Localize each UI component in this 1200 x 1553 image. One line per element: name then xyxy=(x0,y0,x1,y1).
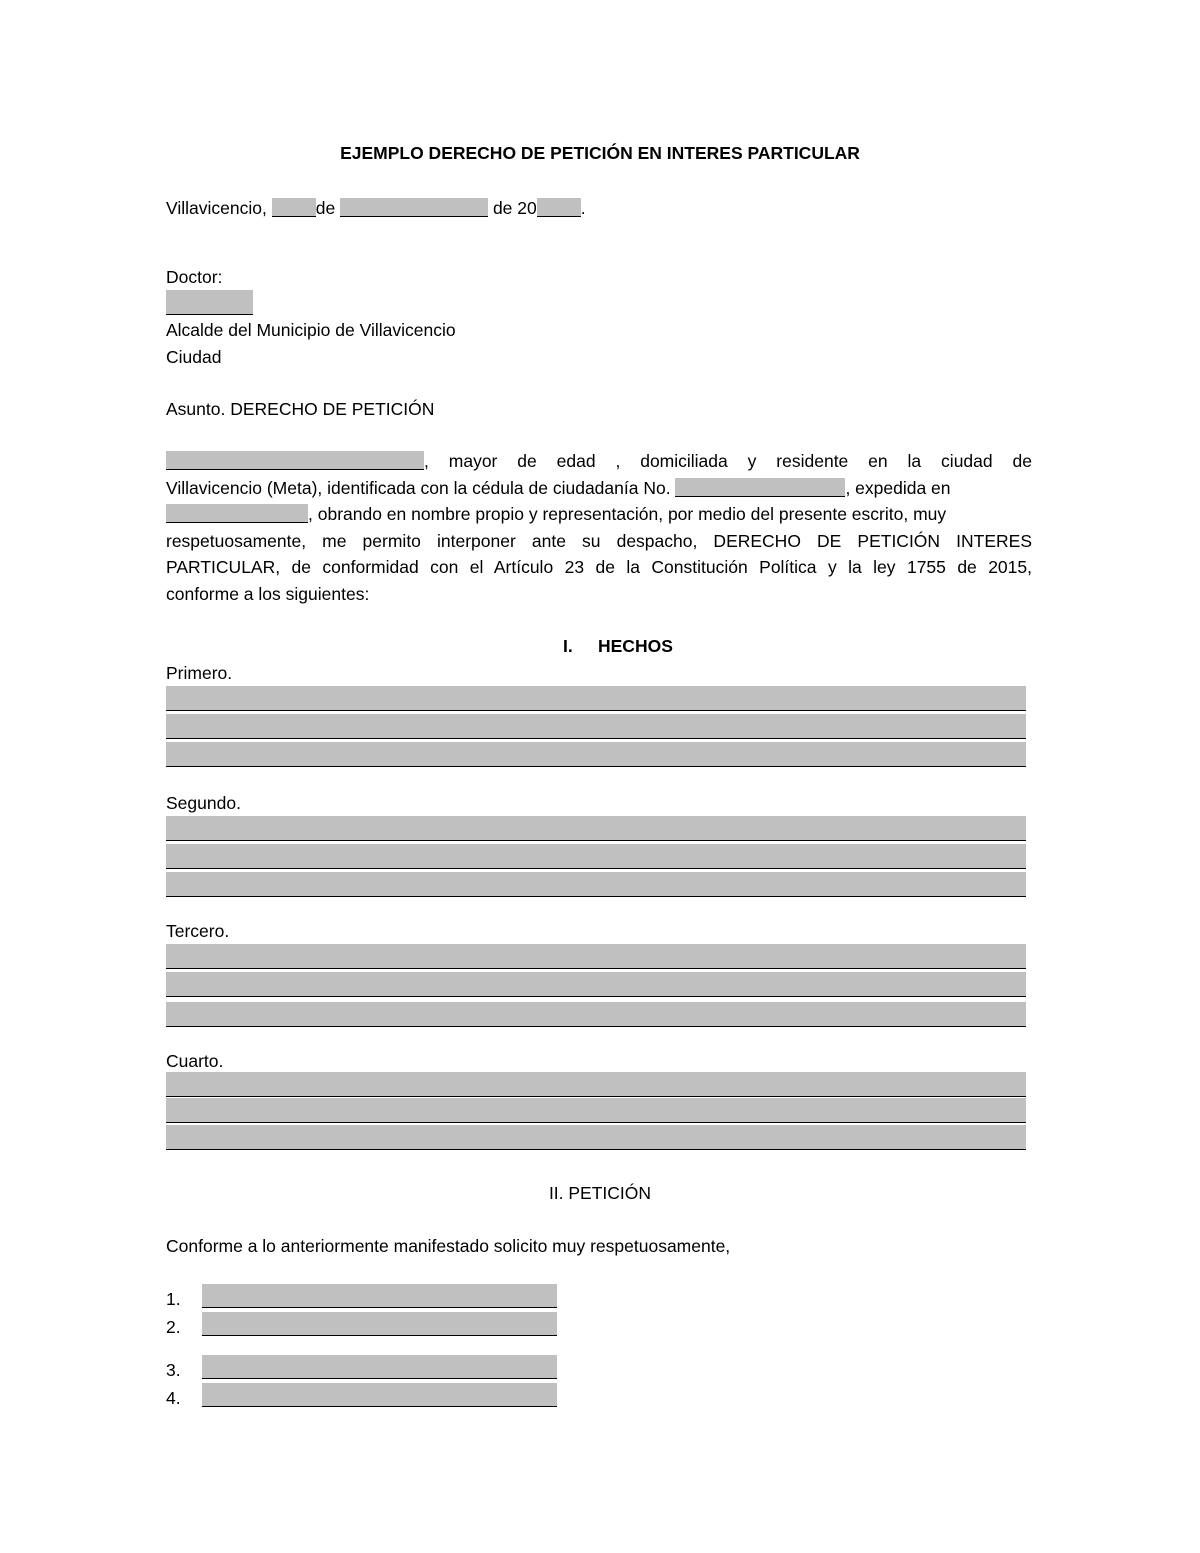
date-de-1: de xyxy=(315,198,336,218)
day-field[interactable] xyxy=(272,198,316,217)
date-de-2: de 20 xyxy=(492,198,537,218)
recipient-position: Alcalde del Municipio de Villavicencio xyxy=(166,320,456,340)
petition-item-3-field[interactable] xyxy=(202,1355,557,1379)
intro-paragraph xyxy=(166,448,1032,607)
petition-number-4: 4. xyxy=(166,1388,181,1408)
section1-number: I. xyxy=(563,636,573,656)
intro-line-5: PARTICULAR, de conformidad con el Artículo 23 de la Constitución Política y la ley 1755 de 2015, xyxy=(166,557,1032,577)
fact-1-line-1[interactable] xyxy=(166,686,1026,711)
date-line xyxy=(166,197,586,219)
fact-label-3: Tercero. xyxy=(166,921,230,941)
fact-3-line-2[interactable] xyxy=(166,972,1026,997)
fact-1-line-2[interactable] xyxy=(166,714,1026,739)
year-field[interactable] xyxy=(537,198,581,217)
intro-line-2: Villavicencio (Meta), identificada con la cédula de ciudadanía No. , expedida en xyxy=(166,477,951,498)
fact-3-line-3[interactable] xyxy=(166,1002,1026,1027)
intro-line-1: , mayor de edad , domiciliada y residente en la ciudad de xyxy=(166,448,1032,475)
petition-number-2: 2. xyxy=(166,1317,181,1337)
fact-2-line-2[interactable] xyxy=(166,844,1026,869)
intro-line-6: conforme a los siguientes: xyxy=(166,583,370,604)
petition-item-2-field[interactable] xyxy=(202,1312,557,1336)
document-title: EJEMPLO DERECHO DE PETICIÓN EN INTERES PARTICULAR xyxy=(340,143,860,163)
fact-4-line-2[interactable] xyxy=(166,1098,1026,1123)
petition-item-1-field[interactable] xyxy=(202,1284,557,1308)
date-end: . xyxy=(580,198,586,218)
subject-line: Asunto. DERECHO DE PETICIÓN xyxy=(166,399,435,419)
id-number-field[interactable] xyxy=(675,478,845,497)
section2-heading: II. PETICIÓN xyxy=(548,1183,652,1203)
section1-heading: HECHOS xyxy=(598,636,673,656)
petition-number-1: 1. xyxy=(166,1289,181,1309)
petition-number-3: 3. xyxy=(166,1360,181,1380)
fact-label-4: Cuarto. xyxy=(166,1051,224,1071)
petition-intro: Conforme a lo anteriormente manifestado solicito muy respetuosamente, xyxy=(166,1236,731,1256)
petition-item-4-field[interactable] xyxy=(202,1383,557,1407)
recipient-city: Ciudad xyxy=(166,347,222,367)
fact-1-line-3[interactable] xyxy=(166,742,1026,767)
fact-4-line-3[interactable] xyxy=(166,1125,1026,1150)
month-field[interactable] xyxy=(340,198,488,217)
fact-3-line-1[interactable] xyxy=(166,944,1026,969)
fact-2-line-1[interactable] xyxy=(166,816,1026,841)
fact-label-1: Primero. xyxy=(166,663,233,683)
petitioner-name-field[interactable] xyxy=(166,451,424,470)
fact-2-line-3[interactable] xyxy=(166,872,1026,897)
issued-in-field[interactable] xyxy=(166,504,308,523)
fact-4-line-1[interactable] xyxy=(166,1072,1026,1097)
salutation: Doctor: xyxy=(166,267,223,287)
fact-label-2: Segundo. xyxy=(166,793,241,813)
intro-line-3: , obrando en nombre propio y representación, por medio del presente escrito, muy xyxy=(166,501,1032,528)
doctor-name-field[interactable] xyxy=(166,290,253,315)
intro-line-4: respetuosamente, me permito interponer ante su despacho, DERECHO DE PETICIÓN INTERES xyxy=(166,530,1032,551)
date-city: Villavicencio, xyxy=(166,198,267,218)
